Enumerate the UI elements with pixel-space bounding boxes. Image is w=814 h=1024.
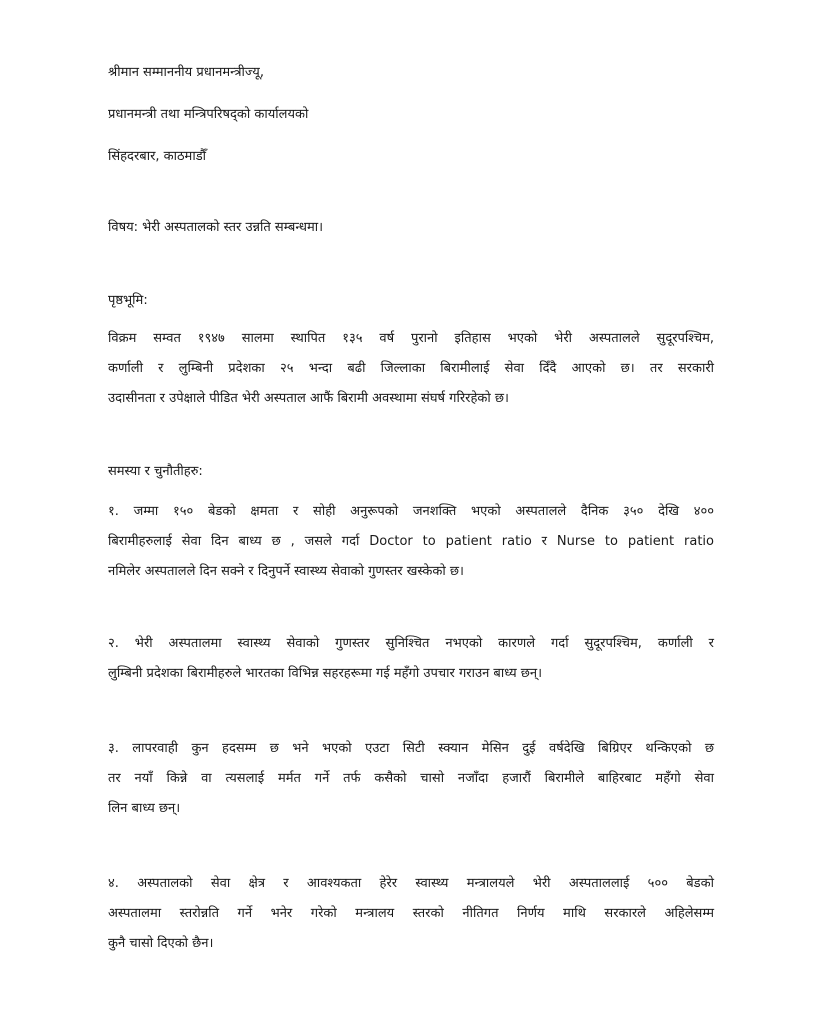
paragraph-line: लिन बाध्य छन्। [108, 801, 181, 816]
subject-line: विषय: भेरी अस्पतालको स्तर उन्नति सम्बन्धमा। [108, 220, 324, 235]
salutation: श्रीमान सम्माननीय प्रधानमन्त्रीज्यू, [108, 65, 264, 80]
paragraph-line: उदासीनता र उपेक्षाले पीडित भेरी अस्पताल आफैं बिरामी अवस्थामा संघर्ष गरिरहेको छ। [108, 391, 509, 406]
background-paragraph [108, 324, 714, 414]
paragraph-line: कुनै चासो दिएको छैन। [108, 936, 214, 951]
letter-page [108, 0, 718, 1024]
problem-item-1 [108, 497, 714, 587]
problems-heading: समस्या र चुनौतीहरु: [108, 464, 203, 479]
paragraph-line: १. जम्मा १५० बेडको क्षमता र सोही अनुरूपको जनशक्ति भएको अस्पतालले दैनिक ३५० देखि ४०० [108, 504, 714, 519]
paragraph-line: नमिलेर अस्पतालले दिन सक्ने र दिनुपर्ने स्वास्थ्य सेवाको गुणस्तर खस्केको छ। [108, 564, 464, 579]
problem-item-4 [108, 869, 714, 959]
paragraph-line: तर नयाँ किन्ने वा त्यसलाई मर्मत गर्ने तर्फ कसैको चासो नजाँदा हजारौं बिरामीले बाहिरबाट महँगो सेवा [108, 771, 714, 786]
background-heading: पृष्ठभूमि: [108, 293, 148, 308]
paragraph-line: लुम्बिनी प्रदेशका बिरामीहरुले भारतका विभिन्न सहरहरूमा गई महँगो उपचार गराउन बाध्य छन्। [108, 666, 543, 681]
paragraph-line: विक्रम सम्वत १९४७ सालमा स्थापित १३५ वर्ष पुरानो इतिहास भएको भेरी अस्पतालले सुदूरपश्चिम, [108, 331, 714, 346]
problem-item-3 [108, 734, 714, 824]
office-location: सिंहदरबार, काठमाडौँ [108, 149, 207, 164]
paragraph-line: ३. लापरवाही कुन हदसम्म छ भने भएको एउटा सिटी स्क्यान मेसिन दुई वर्षदेखि बिग्रिएर थन्किएको छ [108, 741, 714, 756]
office-name: प्रधानमन्त्री तथा मन्त्रिपरिषद्को कार्यालयको [108, 107, 309, 122]
problem-item-2 [108, 629, 714, 689]
paragraph-line: कर्णाली र लुम्बिनी प्रदेशका २५ भन्दा बढी जिल्लाका बिरामीलाई सेवा दिँदै आएको छ। तर सरकारी [108, 361, 714, 376]
paragraph-line: बिरामीहरुलाई सेवा दिन बाध्य छ , जसले गर्दा Doctor to patient ratio र Nurse to patient ratio [108, 534, 714, 549]
paragraph-line: २. भेरी अस्पतालमा स्वास्थ्य सेवाको गुणस्तर सुनिश्चित नभएको कारणले गर्दा सुदूरपश्चिम, कर्णाली र [108, 636, 714, 651]
paragraph-line: ४. अस्पतालको सेवा क्षेत्र र आवश्यकता हेरेर स्वास्थ्य मन्त्रालयले भेरी अस्पताललाई ५०० बेडको [108, 876, 714, 891]
paragraph-line: अस्पतालमा स्तरोन्नति गर्ने भनेर गरेको मन्त्रालय स्तरको नीतिगत निर्णय माथि सरकारले अहिलेसम्म [108, 906, 714, 921]
